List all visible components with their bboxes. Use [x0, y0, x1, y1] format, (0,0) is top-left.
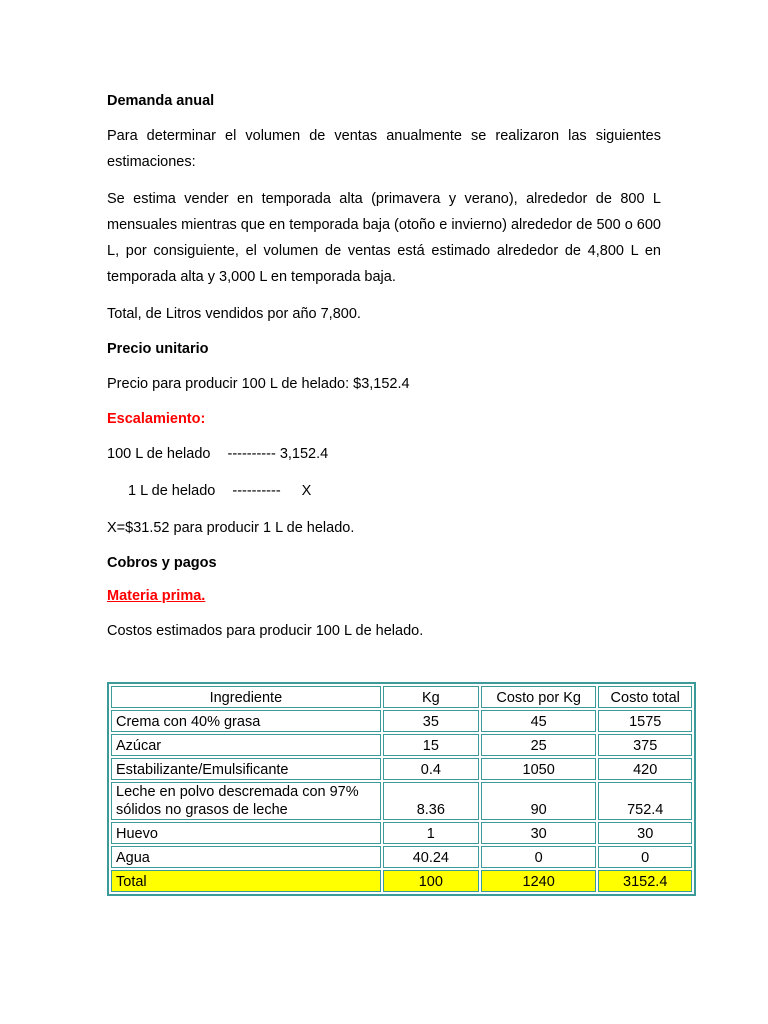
column-header: Costo por Kg	[481, 686, 597, 708]
table-cell: 35	[383, 710, 479, 732]
scaling-line-1	[107, 478, 661, 504]
table-row	[111, 710, 692, 732]
table-cell: 90	[481, 782, 597, 820]
table-cell: 100	[383, 870, 479, 892]
table-row	[111, 822, 692, 844]
table-row	[111, 782, 692, 820]
column-header: Kg	[383, 686, 479, 708]
table-cell: 0	[598, 846, 692, 868]
table-cell: Agua	[111, 846, 381, 868]
table-row	[111, 846, 692, 868]
scaling-label-1: 1 L de helado	[128, 483, 216, 499]
scaling-label-100: 100 L de helado	[107, 446, 211, 462]
table-cell: 375	[598, 734, 692, 756]
table-cell: 420	[598, 758, 692, 780]
table-cell: 1240	[481, 870, 597, 892]
column-header: Costo total	[598, 686, 692, 708]
table-cell: 8.36	[383, 782, 479, 820]
table-cell: Azúcar	[111, 734, 381, 756]
table-cell: Total	[111, 870, 381, 892]
table-cell: 1050	[481, 758, 597, 780]
heading-cobros: Cobros y pagos	[107, 555, 217, 571]
scaling-line-100	[107, 441, 661, 467]
table-cell: 3152.4	[598, 870, 692, 892]
heading-demanda: Demanda anual	[107, 93, 215, 109]
scaling-dashes-1: ----------	[232, 483, 281, 499]
table-cell: 25	[481, 734, 597, 756]
table-cell: 40.24	[383, 846, 479, 868]
table-cell: 0.4	[383, 758, 479, 780]
table-cell: 1575	[598, 710, 692, 732]
paragraph-result: X=$31.52 para producir 1 L de helado.	[107, 520, 355, 536]
document-body	[107, 90, 661, 655]
table-cell: 1	[383, 822, 479, 844]
table-cell: 0	[481, 846, 597, 868]
table-row	[111, 734, 692, 756]
table-header-row	[111, 686, 692, 708]
table-cell: 45	[481, 710, 597, 732]
scaling-value-100: 3,152.4	[279, 446, 329, 462]
paragraph-costos: Costos estimados para producir 100 L de helado.	[107, 623, 424, 639]
table-cell: 15	[383, 734, 479, 756]
table-cell: 752.4	[598, 782, 692, 820]
scaling-dashes-100: ----------	[227, 446, 276, 462]
scaling-value-1: X	[301, 483, 312, 499]
paragraph-estimate: Se estima vender en temporada alta (primavera y verano), alrededor de 800 L mensuales mientras que en temporada baja (otoño e invierno) alrededor de 500 o 600 L, por consiguiente, el volumen de ventas está estimado alrededor de 4,800 L en temporada alta y 3,000 L en temporada baja.	[107, 191, 661, 285]
table-cell: Estabilizante/Emulsificante	[111, 758, 381, 780]
table-cell: Huevo	[111, 822, 381, 844]
table-total-row	[111, 870, 692, 892]
table-row	[111, 758, 692, 780]
heading-materia-prima: Materia prima.	[107, 588, 206, 604]
paragraph-intro: Para determinar el volumen de ventas anualmente se realizaron las siguientes estimaciones:	[107, 128, 661, 170]
table-cell: 30	[481, 822, 597, 844]
table-cell: Leche en polvo descremada con 97% sólidos no grasos de leche	[111, 782, 381, 820]
paragraph-total: Total, de Litros vendidos por año 7,800.	[107, 306, 361, 322]
table-cell: 30	[598, 822, 692, 844]
heading-escalamiento: Escalamiento:	[107, 411, 206, 427]
paragraph-precio: Precio para producir 100 L de helado: $3,152.4	[107, 376, 410, 392]
table-cell: Crema con 40% grasa	[111, 710, 381, 732]
heading-precio: Precio unitario	[107, 341, 209, 357]
costs-table	[107, 682, 696, 896]
column-header: Ingrediente	[111, 686, 381, 708]
